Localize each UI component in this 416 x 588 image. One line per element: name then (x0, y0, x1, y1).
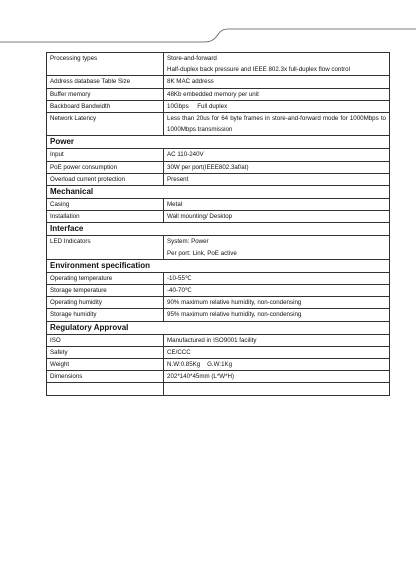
table-row (47, 88, 390, 100)
network-latency-value: Less than 20us for 64 byte frames in store-and-forward mode for 1000Mbps to 1000Mbps transmission (164, 113, 390, 136)
section-header-row (47, 321, 390, 334)
header-rule (0, 0, 416, 50)
section-header-row (47, 136, 390, 149)
safety-label: Safety (47, 346, 164, 358)
table-row (47, 100, 390, 112)
table-row (47, 76, 390, 88)
installation-label: Installation (47, 211, 164, 223)
table-row (47, 285, 390, 297)
dimensions-value: 202*140*45mm (L*W*H) (164, 371, 390, 383)
table-row (47, 297, 390, 309)
buffer-memory-label: Buffer memory (47, 88, 164, 100)
weight-label: Weight (47, 359, 164, 371)
casing-label: Casing (47, 199, 164, 211)
blank-cell (47, 383, 164, 396)
poe-consumption-label: PoE power consumption (47, 161, 164, 173)
processing-types-value (164, 53, 390, 76)
network-latency-label: Network Latency (47, 113, 164, 136)
operating-humidity-value: 90% maximum relative humidity, non-condensing (164, 297, 390, 309)
backboard-bandwidth-label: Backboard Bandwidth (47, 100, 164, 112)
table-row (47, 272, 390, 284)
processing-types-label: Processing types (47, 53, 164, 76)
table-row (47, 199, 390, 211)
interface-section-header: Interface (47, 223, 390, 236)
operating-humidity-label: Operating humidity (47, 297, 164, 309)
table-row (47, 53, 390, 76)
backboard-bandwidth-value: 10Gbps Full duplex (164, 100, 390, 112)
section-header-row (47, 259, 390, 272)
address-table-value: 8K MAC address (164, 76, 390, 88)
blank-cell (164, 383, 390, 396)
storage-humidity-label: Storage humidity (47, 309, 164, 321)
safety-value: CE/CCC (164, 346, 390, 358)
iso-label: ISO (47, 334, 164, 346)
operating-temperature-value: -10-55℃ (164, 272, 390, 284)
table-row (47, 346, 390, 358)
processing-types-line-2: Half-duplex back pressure and IEEE 802.3x full-duplex flow control (167, 66, 350, 74)
table-row (47, 371, 390, 383)
iso-value: Manufactured in ISO9001 facility (164, 334, 390, 346)
weight-value: N.W:0.85Kg G.W:1Kg (164, 359, 390, 371)
storage-humidity-value: 95% maximum relative humidity, non-condensing (164, 309, 390, 321)
casing-value: Metal (164, 199, 390, 211)
input-value: AC 110-240V (164, 149, 390, 161)
storage-temperature-label: Storage temperature (47, 285, 164, 297)
table-row (47, 309, 390, 321)
table-row (47, 149, 390, 161)
address-table-label: Address database Table Size (47, 76, 164, 88)
overload-protection-value: Present (164, 173, 390, 185)
led-indicators-label: LED Indicators (47, 236, 164, 259)
poe-consumption-value: 30W per port(IEEE802.3af/at) (164, 161, 390, 173)
processing-types-line-1: Store-and-forward (167, 55, 217, 62)
input-label: Input (47, 149, 164, 161)
led-indicators-line-2: Per port: Link, PoE active (167, 249, 237, 257)
operating-temperature-label: Operating temperature (47, 272, 164, 284)
led-indicators-line-1: System: Power (167, 238, 209, 246)
led-indicators-value (164, 236, 390, 259)
installation-value: Wall mounting/ Desktop (164, 211, 390, 223)
table-row (47, 113, 390, 136)
environment-section-header: Environment specification (47, 259, 390, 272)
table-row (47, 211, 390, 223)
section-header-row (47, 223, 390, 236)
table-row (47, 334, 390, 346)
table-row (47, 173, 390, 185)
spec-table (46, 52, 390, 396)
mechanical-section-header: Mechanical (47, 186, 390, 199)
dimensions-label: Dimensions (47, 371, 164, 383)
storage-temperature-value: -40-70℃ (164, 285, 390, 297)
regulatory-section-header: Regulatory Approval (47, 321, 390, 334)
table-row (47, 359, 390, 371)
table-row (47, 236, 390, 259)
overload-protection-label: Overload current protection (47, 173, 164, 185)
buffer-memory-value: 48Kb embedded memory per unit (164, 88, 390, 100)
table-row (47, 161, 390, 173)
section-header-row (47, 186, 390, 199)
power-section-header: Power (47, 136, 390, 149)
blank-row (47, 383, 390, 396)
